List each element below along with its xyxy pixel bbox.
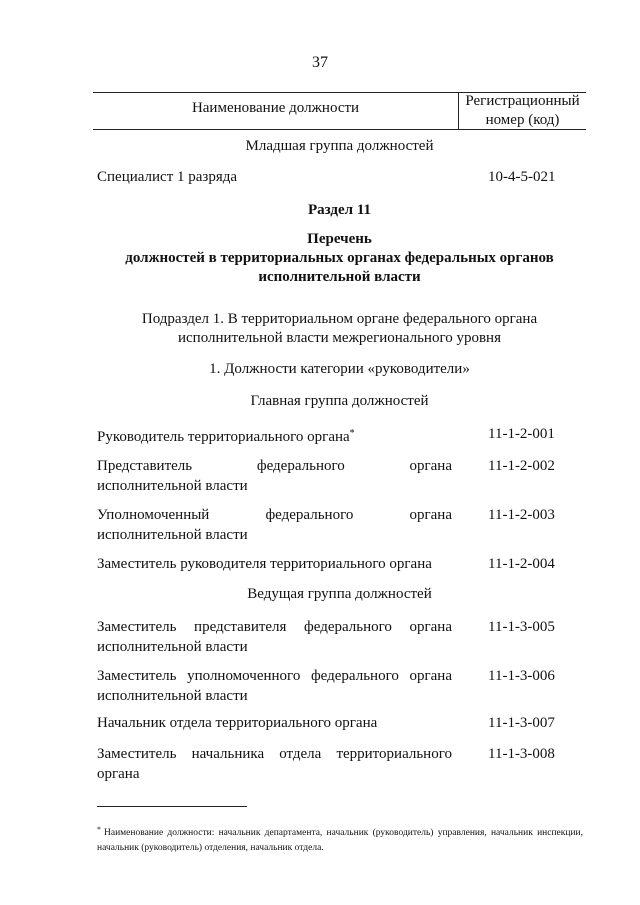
footnote-marker: * [349,428,355,439]
main-group-heading: Главная группа должностей [250,393,429,409]
code-column-header: Регистрационный номер (код) [465,93,580,128]
position-title: Уполномоченный федерального органа исполнительной власти [97,507,452,543]
section-list-heading: Перечень должностей в территориальных органах федеральных органов исполнительной власти [125,231,554,285]
position-code: 11-1-3-005 [488,619,555,635]
position-title: Руководитель территориального органа* [97,428,355,445]
junior-group-heading: Младшая группа должностей [245,138,434,154]
position-code: 11-1-3-008 [488,746,555,762]
subsection-heading: Подраздел 1. В территориальном органе федерального органа исполнительной власти межрегионального уровня [141,311,538,346]
position-code: 11-1-2-001 [488,426,555,442]
position-title: Заместитель представителя федерального органа исполнительной власти [97,619,452,655]
position-title: Начальник отдела территориального органа [97,715,378,731]
footnote: * Наименование должности: начальник департамента, начальник (руководитель) управления, начальник инспекции, начальник (руководитель) отделения, начальник отдела. [97,825,583,853]
category-heading: 1. Должности категории «руководители» [209,361,470,377]
leading-group-heading: Ведущая группа должностей [247,586,432,602]
position-code: 10-4-5-021 [488,169,556,185]
position-title: Заместитель начальника отдела территориального органа [97,746,452,782]
position-title: Заместитель уполномоченного федерального органа исполнительной власти [97,668,452,704]
position-code: 11-1-3-007 [488,715,555,731]
position-code: 11-1-2-003 [488,507,555,523]
position-code: 11-1-3-006 [488,668,555,684]
footnote-separator [97,806,247,807]
position-title: Представитель федерального органа исполнительной власти [97,458,452,494]
position-code: 11-1-2-004 [488,556,555,572]
footnote-marker: * [97,825,101,834]
section-title: Раздел 11 [307,202,371,218]
position-title: Заместитель руководителя территориального органа [97,556,432,572]
position-title: Специалист 1 разряда [97,169,238,185]
name-column-header: Наименование должности [191,100,360,116]
page-number: 37 [312,54,328,71]
position-code: 11-1-2-002 [488,458,555,474]
